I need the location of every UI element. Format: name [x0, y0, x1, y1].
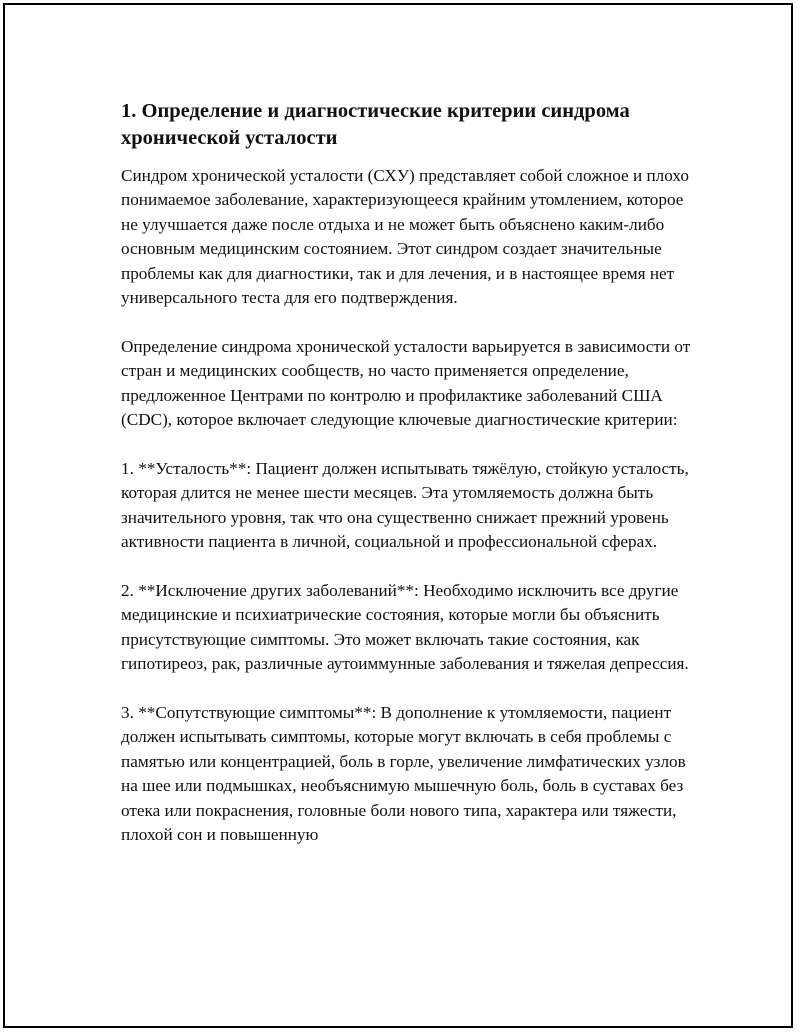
- criterion-exclusion: 2. **Исключение других заболеваний**: Необходимо исключить все другие медицинские и психиатрические состояния, которые могли бы объяснить присутствующие симптомы. Это может включать такие состояния, как гипотиреоз, рак, различные аутоиммунные заболевания и тяжелая депрессия.: [121, 580, 689, 674]
- paragraph-definition: Определение синдрома хронической усталости варьируется в зависимости от стран и медицинских сообществ, но часто применяется определение, предложенное Центрами по контролю и профилактике заболеваний США (CDC), которое включает следующие ключевые диагностические критерии:: [121, 336, 691, 430]
- criterion-symptoms: 3. **Сопутствующие симптомы**: В дополнение к утомляемости, пациент должен испытывать симптомы, которые могут включать в себя проблемы с памятью или концентрацией, боль в горле, увеличение лимфатических узлов на шее или подмышках, необъяснимую мышечную боль, боль в суставах без отека или покраснения, головные боли нового типа, характера или тяжести, плохой сон и повышенную: [121, 702, 686, 844]
- section-heading: 1. Определение и диагностические критерии синдрома хронической усталости: [121, 100, 630, 149]
- paragraph-intro: Синдром хронической усталости (СХУ) представляет собой сложное и плохо понимаемое заболевание, характеризующееся крайним утомлением, которое не улучшается даже после отдыха и не может быть объяснено каким-либо основным медицинским состоянием. Этот синдром создает значительные проблемы как для диагностики, так и для лечения, и в настоящее время нет универсального теста для его подтверждения.: [121, 166, 689, 308]
- document-page: [3, 3, 793, 1028]
- document-body: [121, 98, 696, 872]
- criterion-fatigue: 1. **Усталость**: Пациент должен испытывать тяжёлую, стойкую усталость, которая длится не менее шести месяцев. Эта утомляемость должна быть значительного уровня, так что она существенно снижает прежний уровень активности пациента в личной, социальной и профессиональной сферах.: [121, 458, 689, 552]
